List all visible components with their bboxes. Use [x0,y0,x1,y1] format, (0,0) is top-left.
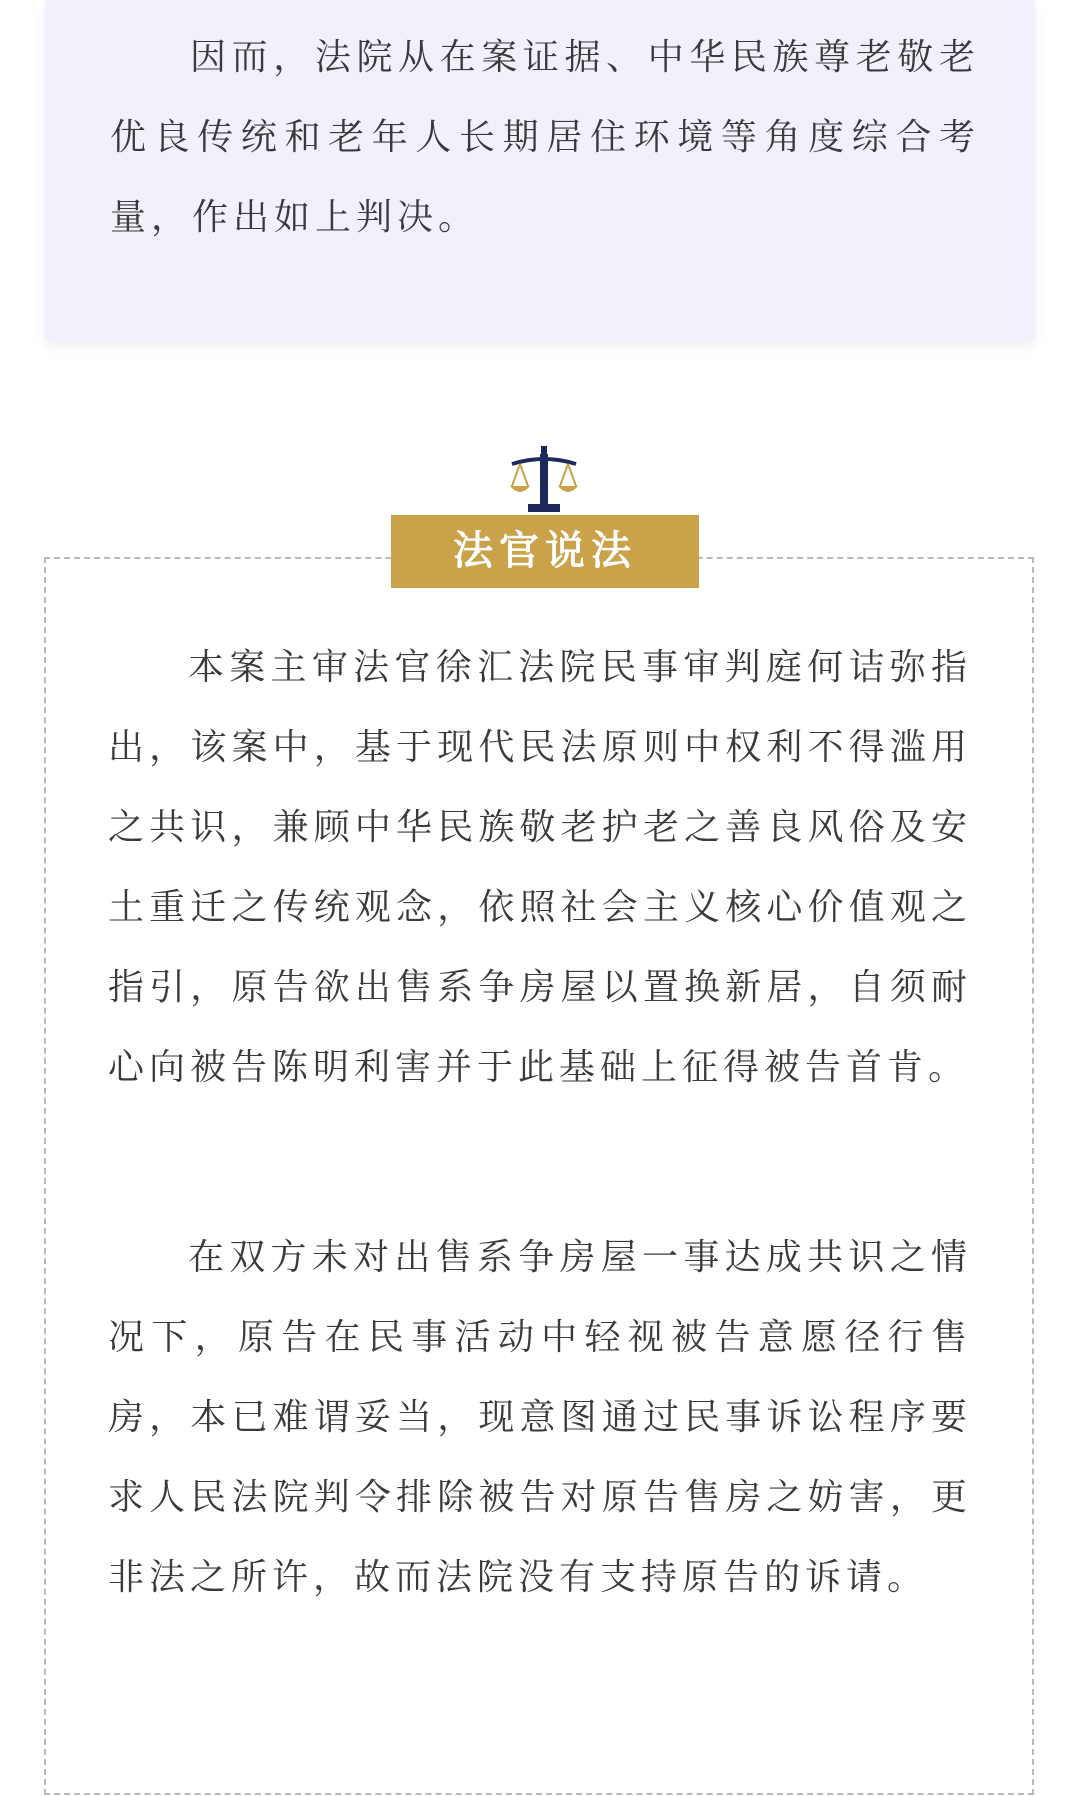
intro-card [45,0,1035,340]
commentary-paragraph-1: 本案主审法官徐汇法院民事审判庭何诘弥指出，该案中，基于现代民法原则中权利不得滥用之共识，兼顾中华民族敬老护老之善良风俗及安土重迁之传统观念，依照社会主义核心价值观之指引，原告欲出售系争房屋以置换新居，自须耐心向被告陈明利害并于此基础上征得被告首肯。 [108,647,972,1088]
scales-of-justice-icon [508,446,580,516]
commentary-paragraph-2: 在双方未对出售系争房屋一事达成共识之情况下，原告在民事活动中轻视被告意愿径行售房，本已难谓妥当，现意图通过民事诉讼程序要求人民法院判令排除被告对原告售房之妨害，更非法之所许，故而法院没有支持原告的诉请。 [108,1237,972,1598]
intro-paragraph: 因而，法院从在案证据、中华民族尊老敬老优良传统和老年人长期居住环境等角度综合考量，作出如上判决。 [110,37,980,238]
section-title: 法官说法 [391,515,699,588]
